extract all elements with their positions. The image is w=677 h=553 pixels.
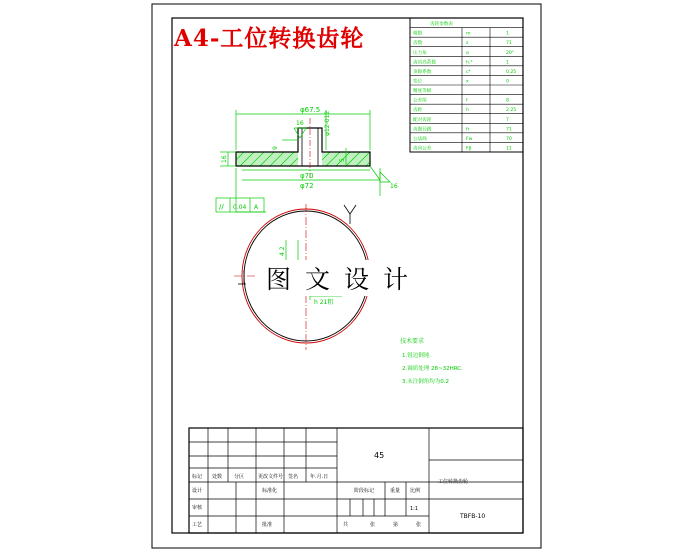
notes-heading: 技术要求 xyxy=(400,338,425,345)
lbl-sheet2: 张 xyxy=(416,522,422,528)
param-symbol: z xyxy=(466,41,469,47)
param-symbol: Fβ xyxy=(466,146,472,152)
dim-height: 16 xyxy=(221,155,228,163)
drawing-title: A4-工位转换齿轮 xyxy=(174,25,365,52)
drawing-no: TBFB-10 xyxy=(460,513,486,520)
dim-h-small: 9 xyxy=(272,146,279,150)
lbl-count: 处数 xyxy=(212,474,223,480)
param-value: 8 xyxy=(506,98,509,104)
lbl-zone: 分区 xyxy=(234,474,245,480)
lbl-ratio: 1:1 xyxy=(410,506,419,512)
param-value: 1 xyxy=(506,31,509,37)
lbl-approve: 批准 xyxy=(262,522,273,528)
param-value: 71 xyxy=(506,127,512,133)
dim-d-bot1: φ70 xyxy=(300,172,314,180)
note-1: 1.锐边倒钝. xyxy=(402,353,431,359)
lbl-design: 设计 xyxy=(192,488,203,494)
note-2: 2.调质处理 28~32HRC. xyxy=(402,366,463,372)
param-name: 配对齿轮 xyxy=(413,117,432,123)
lbl-standard: 标准化 xyxy=(262,488,278,494)
dim-h-right: 5 xyxy=(339,158,346,162)
param-name: 压力角 xyxy=(413,50,427,56)
param-value: 0 xyxy=(506,79,509,85)
param-symbol: h xyxy=(466,108,469,114)
tol-value: 0.04 xyxy=(233,204,247,211)
lbl-mark: 标记 xyxy=(192,474,203,480)
roughness-right: 16 xyxy=(390,183,398,190)
param-value: 2.25 xyxy=(506,108,517,114)
param-symbol: f xyxy=(466,98,468,104)
key-note: h 21粗 xyxy=(314,299,334,306)
param-name: 精度等级 xyxy=(413,89,432,95)
param-value: 70 xyxy=(506,136,512,142)
param-table-header: 齿轮参数表 xyxy=(430,22,453,28)
lbl-scale: 比例 xyxy=(410,488,421,494)
param-symbol: h.* xyxy=(466,60,473,66)
key-width: 4 2 xyxy=(279,246,286,256)
param-name: 模数 xyxy=(413,31,423,37)
lbl-date: 年.月.日 xyxy=(310,474,329,480)
watermark: 图文设计 xyxy=(256,260,422,296)
lbl-sheet-total: 共 xyxy=(343,522,349,528)
lbl-stage-mark: 阶段标记 xyxy=(354,488,375,494)
material: 45 xyxy=(374,451,385,460)
param-value: 20° xyxy=(506,50,515,56)
lbl-check: 审核 xyxy=(192,505,203,511)
part-name: 工位转换齿轮 xyxy=(438,479,469,485)
param-name: 齿距 xyxy=(413,108,423,114)
param-name: 齿数 xyxy=(413,41,423,47)
param-name: 顶隙系数 xyxy=(413,69,432,75)
dim-bore: φ12-012 xyxy=(324,110,331,136)
roughness-left: 16 xyxy=(296,120,304,127)
lbl-change-doc: 更改文件号 xyxy=(258,474,284,480)
param-value: 1 xyxy=(506,60,509,66)
tol-ref: A xyxy=(254,204,259,211)
param-symbol: c* xyxy=(466,69,471,75)
lbl-sheet-of: 第 xyxy=(393,522,399,528)
param-value: 0.25 xyxy=(506,69,517,75)
param-symbol: α xyxy=(466,50,470,56)
param-name: 齿顶高系数 xyxy=(413,60,436,66)
param-name: 公法线 xyxy=(413,136,427,142)
lbl-sign: 签名 xyxy=(288,474,299,480)
tech-notes xyxy=(400,337,463,385)
param-symbol: Fw xyxy=(466,136,473,142)
tol-symbol: // xyxy=(219,203,224,211)
param-symbol: m xyxy=(466,31,471,37)
param-name: 齿圈径跳 xyxy=(413,127,432,133)
dim-d-top: φ67.5 xyxy=(300,106,321,114)
param-value: 7 xyxy=(506,117,509,123)
note-3: 3.未注倒角均为0.2 xyxy=(402,379,449,385)
lbl-sheet: 张 xyxy=(370,522,376,528)
param-name: 齿向公差 xyxy=(413,146,432,152)
dim-d-bot2: φ72 xyxy=(300,182,314,190)
param-symbol: x xyxy=(466,79,469,85)
param-value: 11 xyxy=(506,146,512,152)
lbl-process: 工艺 xyxy=(192,522,203,528)
param-symbol: fr xyxy=(466,127,470,133)
param-name: 变位 xyxy=(413,79,423,85)
section-view xyxy=(216,106,398,212)
param-table xyxy=(410,18,523,152)
param-name: 公差组 xyxy=(413,98,427,104)
param-value: 71 xyxy=(506,41,512,47)
lbl-weight: 重量 xyxy=(390,488,401,494)
